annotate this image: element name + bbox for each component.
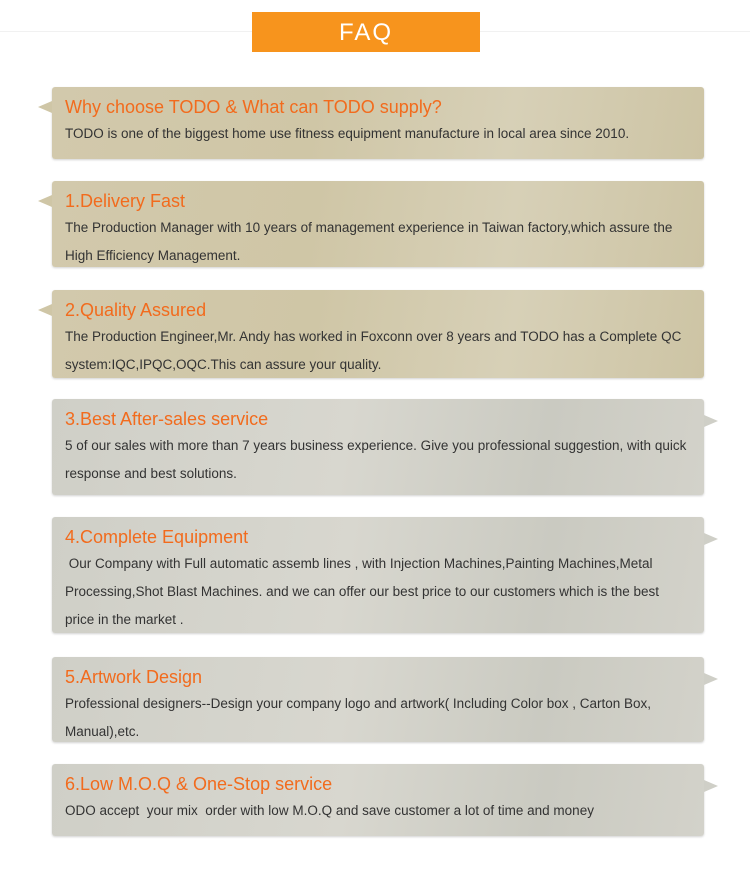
- speech-tail-right: [704, 780, 718, 792]
- speech-tail-left: [38, 195, 52, 207]
- speech-tail-right: [704, 673, 718, 685]
- faq-question: 6.Low M.O.Q & One-Stop service: [65, 774, 333, 794]
- faq-item-artwork-design: [52, 657, 704, 742]
- faq-question: 2.Quality Assured: [65, 300, 207, 320]
- faq-question: Why choose TODO & What can TODO supply?: [65, 97, 442, 117]
- faq-item-why-choose: [52, 87, 704, 159]
- page-title: FAQ: [252, 12, 480, 52]
- faq-question: 1.Delivery Fast: [65, 191, 186, 211]
- faq-question: 3.Best After-sales service: [65, 409, 269, 429]
- faq-item-after-sales: [52, 399, 704, 495]
- faq-item-delivery-fast: [52, 181, 704, 267]
- speech-tail-left: [38, 101, 52, 113]
- speech-tail-left: [38, 304, 52, 316]
- faq-answer: The Production Manager with 10 years of management experience in Taiwan factory,which assure the High Efficiency Management.: [65, 220, 677, 263]
- faq-item-low-moq: [52, 764, 704, 836]
- speech-tail-right: [704, 533, 718, 545]
- faq-answer: The Production Engineer,Mr. Andy has worked in Foxconn over 8 years and TODO has a Complete QC system:IQC,IPQC,OQC.This can assure your quality.: [65, 329, 686, 372]
- faq-item-complete-equipment: [52, 517, 704, 633]
- speech-tail-right: [704, 415, 718, 427]
- faq-answer: ODO accept your mix order with low M.O.Q and save customer a lot of time and money: [65, 803, 594, 818]
- faq-answer: Our Company with Full automatic assemb lines , with Injection Machines,Painting Machines,Metal Processing,Shot Blast Machines. and we can offer our best price to our customers which is the best price in the market .: [65, 556, 663, 627]
- faq-answer: 5 of our sales with more than 7 years business experience. Give you professional suggestion, with quick response and best solutions.: [65, 438, 691, 481]
- faq-question: 5.Artwork Design: [65, 667, 203, 687]
- faq-answer: TODO is one of the biggest home use fitness equipment manufacture in local area since 2010.: [65, 126, 630, 141]
- faq-question: 4.Complete Equipment: [65, 527, 249, 547]
- faq-item-quality-assured: [52, 290, 704, 378]
- faq-answer: Professional designers--Design your company logo and artwork( Including Color box , Carton Box, Manual),etc.: [65, 696, 655, 739]
